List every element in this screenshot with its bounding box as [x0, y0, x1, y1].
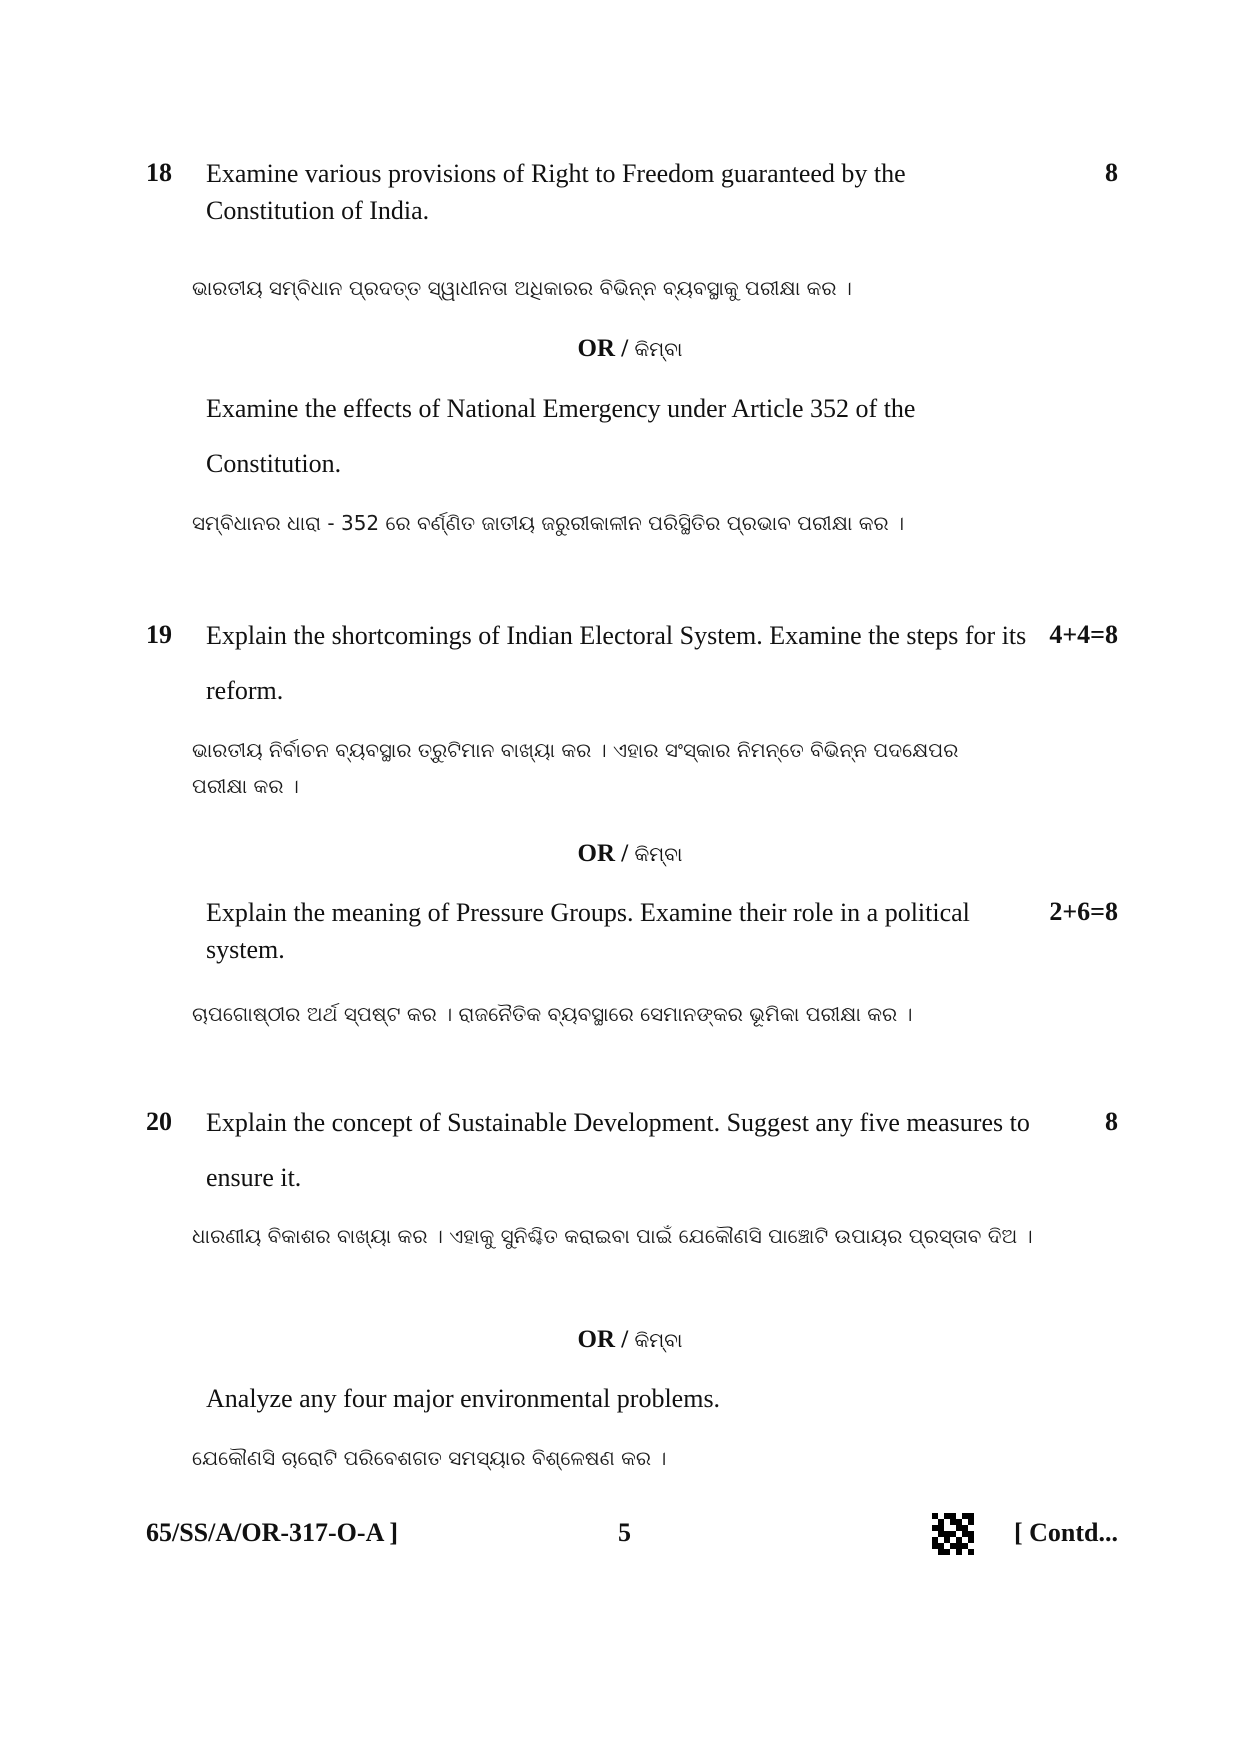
question-text-odia: ଧାରଣୀୟ ବିକାଶର ବାଖ୍ୟା କର । ଏହାକୁ ସୁନିଶ୍ଚିତ କରାଇବା ପାଇଁ ଯେକୌଣସି ପାଞ୍ଚୋଟି ଉପାୟର ପ୍ରସ୍ତାବ ଦିଅ ।: [192, 1224, 1033, 1248]
or-label-odia: କିମ୍ବା: [634, 842, 683, 866]
or-separator: /: [621, 840, 629, 867]
question-number: 20: [146, 1107, 172, 1136]
or-divider: [0, 836, 1240, 872]
alternative-question-text-odia: ଯେକୌଣସି ଚାରୋଟି ପରିବେଶଗତ ସମସ୍ୟାର ବିଶ୍ଳେଷଣ କର ।: [192, 1446, 667, 1470]
or-label-odia: କିମ୍ବା: [634, 337, 683, 361]
question-marks: 8: [1105, 158, 1118, 187]
or-divider: [0, 331, 1240, 367]
alternative-question-text-odia: ଚାପଗୋଷ୍ଠୀର ଅର୍ଥ ସ୍ପଷ୍ଟ କର । ରାଜନୈତିକ ବ୍ୟବସ୍ଥାରେ ସେମାନଙ୍କର ଭୂମିକା ପରୀକ୍ଷା କର ।: [192, 1002, 913, 1026]
or-divider: [0, 1322, 1240, 1358]
alternative-question-text: Examine the effects of National Emergency under Article 352 of the Constitution.: [206, 394, 916, 478]
question-text: Explain the concept of Sustainable Development. Suggest any five measures to ensure it.: [206, 1108, 1030, 1192]
or-separator: /: [621, 1326, 629, 1353]
question-text: Examine various provisions of Right to Freedom guaranteed by the Constitution of India.: [206, 159, 906, 225]
or-label: OR: [577, 335, 616, 362]
or-label-odia: କିମ୍ବା: [634, 1328, 683, 1352]
or-label: OR: [577, 1326, 616, 1353]
question-text-odia: ଭାରତୀୟ ସମ୍ବିଧାନ ପ୍ରଦତ୍ତ ସ୍ୱାଧୀନତା ଅଧିକାରର ବିଭିନ୍ନ ବ୍ୟବସ୍ଥାକୁ ପରୀକ୍ଷା କର ।: [192, 276, 852, 300]
continued-label: [ Contd...: [1013, 1518, 1118, 1547]
alternative-question-text: Explain the meaning of Pressure Groups. Examine their role in a political system.: [206, 898, 970, 964]
question-marks: 8: [1105, 1107, 1118, 1136]
question-number: 18: [146, 158, 172, 187]
alternative-question-marks: 2+6=8: [1049, 897, 1118, 926]
question-number: 19: [146, 620, 172, 649]
question-marks: 4+4=8: [1049, 620, 1118, 649]
paper-code: 65/SS/A/OR-317-O-A ]: [146, 1518, 399, 1547]
qr-code-icon: [932, 1513, 974, 1555]
or-separator: /: [621, 335, 629, 362]
or-label: OR: [577, 840, 616, 867]
question-text-odia: ଭାରତୀୟ ନିର୍ବାଚନ ବ୍ୟବସ୍ଥାର ତ୍ରୁଟିମାନ ବାଖ୍ୟା କର । ଏହାର ସଂସ୍କାର ନିମନ୍ତେ ବିଭିନ୍ନ ପଦକ୍ଷେପର ପରୀକ୍ଷା କର ।: [192, 738, 959, 798]
question-text: Explain the shortcomings of Indian Electoral System. Examine the steps for its reform.: [206, 621, 1027, 705]
alternative-question-text: Analyze any four major environmental problems.: [206, 1384, 721, 1413]
alternative-question-text-odia: ସମ୍ବିଧାନର ଧାରା - 352 ରେ ବର୍ଣ୍ଣିତ ଜାତୀୟ ଜରୁରୀକାଳୀନ ପରିସ୍ଥିତିର ପ୍ରଭାବ ପରୀକ୍ଷା କର ।: [192, 511, 905, 535]
page-number: 5: [618, 1518, 631, 1547]
